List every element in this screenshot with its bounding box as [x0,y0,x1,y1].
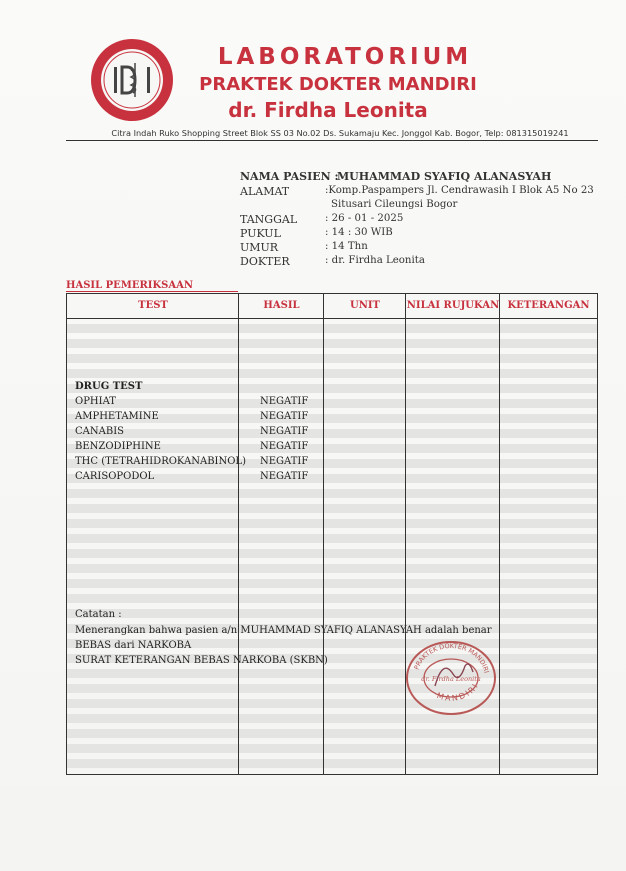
patient-name-value: MUHAMMAD SYAFIQ ALANASYAH [337,170,552,183]
table-header [67,294,597,319]
stamp-top-text: PRAKTEK DOKTER MANDIRI [412,641,491,674]
date-value: : 26 - 01 - 2025 [325,213,404,224]
drug-test-group-title: DRUG TEST [75,381,143,392]
test-result: NEGATIF [260,411,309,422]
time-label: PUKUL [240,227,281,240]
test-name: AMPHETAMINE [75,411,159,422]
notes-line-1: Menerangkan bahwa pasien a/n MUHAMMAD SYAFIQ ALANASYAH adalah benar [75,625,492,636]
time-value: : 14 : 30 WIB [325,227,393,238]
table-stripe [67,714,597,723]
col-unit: UNIT [350,300,380,311]
table-stripe [67,429,597,438]
col-nilai-rujukan: NILAI RUJUKAN [406,300,500,311]
col-keterangan: KETERANGAN [507,300,590,311]
table-stripe [67,324,597,333]
date-label: TANGGAL [240,213,298,226]
test-name: THC (TETRAHIDROKANABINOL) [75,456,246,467]
doctor-value: : dr. Firdha Leonita [325,255,425,266]
table-stripe [67,699,597,708]
col-test: TEST [138,300,168,311]
table-stripe [67,399,597,408]
clinic-stamp-icon [403,638,499,716]
table-stripe [67,504,597,513]
test-name: OPHIAT [75,396,116,407]
practice-title: PRAKTEK DOKTER MANDIRI [199,74,477,95]
notes-line-3: SURAT KETERANGAN BEBAS NARKOBA (SKBN) [75,655,328,666]
idi-logo-icon [89,37,175,123]
test-result: NEGATIF [260,426,309,437]
stamp-bottom-text: MANDIRI [435,680,481,703]
svg-text:MANDIRI [436,681,481,703]
test-result: NEGATIF [260,441,309,452]
age-value: : 14 Thn [325,241,368,252]
col-divider [499,294,500,774]
col-hasil: HASIL [263,300,300,311]
test-result: NEGATIF [260,456,309,467]
table-stripe [67,549,597,558]
table-stripe [67,519,597,528]
test-result: NEGATIF [260,396,309,407]
results-title-underline [66,291,238,292]
notes-label: Catatan : [75,609,122,620]
stamp-center-text: dr. Firdha Leonita [421,675,481,683]
table-stripe [67,669,597,678]
test-name: CANABIS [75,426,124,437]
lab-address: Citra Indah Ruko Shopping Street Blok SS 03 No.02 Ds. Sukamaju Kec. Jonggol Kab. Bogor, Telp: 081315019241 [111,128,569,138]
test-name: CARISOPODOL [75,471,155,482]
table-stripe [67,564,597,573]
patient-address-label: ALAMAT [240,185,290,198]
results-table [66,293,598,775]
test-name: BENZODIPHINE [75,441,161,452]
patient-address-value-1: :Komp.Paspampers Jl. Cendrawasih I Blok A5 No 23 [325,185,594,196]
table-stripe [67,369,597,378]
lab-title: LABORATORIUM [217,44,473,70]
doctor-label: DOKTER [240,255,290,268]
table-stripe [67,684,597,693]
table-stripe [67,729,597,738]
table-stripe [67,594,597,603]
table-stripe [67,354,597,363]
col-divider [323,294,324,774]
col-divider [238,294,239,774]
patient-address-value-2: Situsari Cileungsi Bogor [331,199,458,210]
notes-line-2: BEBAS dari NARKOBA [75,640,192,651]
table-stripe [67,579,597,588]
patient-name-label: NAMA PASIEN : [240,170,339,183]
table-stripe [67,534,597,543]
age-label: UMUR [240,241,279,254]
svg-text:PRAKTEK DOKTER MANDIRI [413,642,491,674]
table-stripe [67,609,597,618]
doctor-title: dr. Firdha Leonita [228,98,428,122]
table-stripe [67,489,597,498]
test-result: NEGATIF [260,471,309,482]
header-divider [66,140,598,141]
table-stripe [67,384,597,393]
results-section-title: HASIL PEMERIKSAAN [66,280,194,291]
table-stripe [67,339,597,348]
table-stripe [67,759,597,768]
table-stripe [67,744,597,753]
